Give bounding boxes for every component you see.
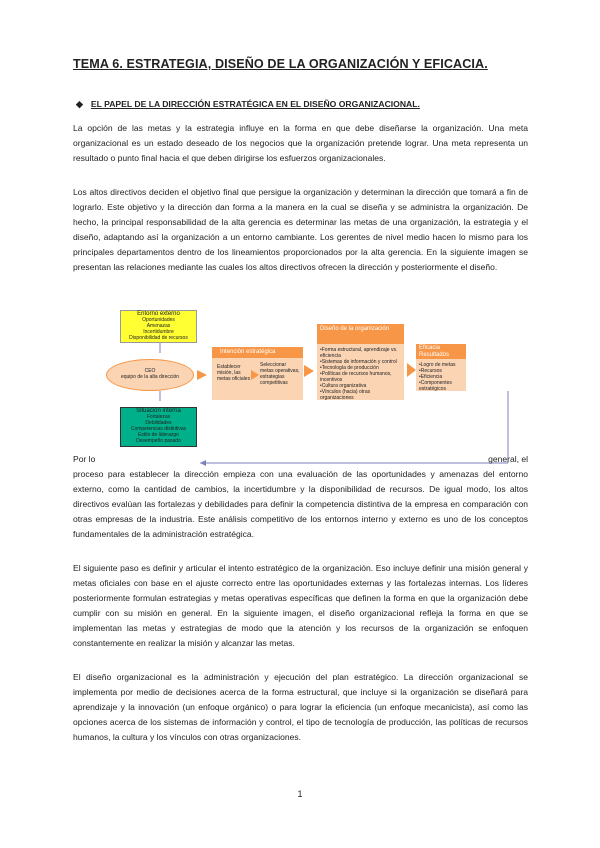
internal-environment-box	[120, 407, 197, 447]
paragraph-3-lead-end: general, el	[488, 454, 528, 464]
external-item: Disponibilidad de recursos	[129, 335, 188, 341]
arrow-ceo-intent	[197, 370, 207, 380]
strategic-intent-title: Intención estratégica	[212, 347, 303, 358]
internal-environment-title: Situación interna	[136, 408, 181, 414]
ceo-ellipse	[106, 359, 194, 391]
effectiveness-item: •Componentes estratégicos	[419, 380, 452, 392]
diamond-bullet-icon: ◆	[76, 99, 83, 109]
org-design-item: •Tecnología de producción	[320, 365, 379, 371]
paragraph-3-lead-start: Por lo	[73, 454, 96, 464]
section-heading	[76, 99, 420, 110]
section-heading-text: EL PAPEL DE LA DIRECCIÓN ESTRATÉGICA EN EL DISEÑO ORGANIZACIONAL.	[90, 99, 420, 109]
ceo-sublabel: equipo de la alta dirección	[120, 374, 180, 380]
internal-item: Debilidades	[145, 420, 172, 426]
org-design-item: •Vínculos (hacia) otras organizaciones	[320, 389, 371, 401]
effectiveness-body	[416, 359, 466, 391]
arrow-intent-design	[304, 365, 314, 377]
org-design-item: •Forma estructural, aprendizaje vs. eficiencia	[320, 347, 398, 359]
external-item: Oportunidades	[142, 317, 175, 323]
org-design-title: Diseño de la organización	[317, 324, 404, 344]
org-design-item: •Sistemas de información y control	[320, 359, 397, 365]
paragraph-4: El siguiente paso es definir y articular el intento estratégico de la organización. Eso incluye definir una misión general y metas oficiales con base en el ajuste correcto entre las oportunidades externas y las fortalezas internas. Los líderes posteriormente formulan estrategias y metas operativas específicas que definen la forma en que la organización debe cumplir con su misión en general. En la siguiente imagen, el diseño organizacional refleja la forma en que se implementan las metas y estrategias de modo que la atención y los recursos de la organización se enfoquen constantemente en realizar la misión y alcanzar las metas.	[73, 563, 528, 649]
external-environment-box	[120, 310, 197, 343]
external-item: Incertidumbre	[143, 329, 174, 335]
external-item: Amenazas	[146, 323, 171, 329]
effectiveness-item: •Eficiencia	[419, 374, 443, 380]
internal-item: Estilo de liderazgo	[138, 432, 179, 438]
internal-item: Desempeño pasado	[136, 438, 181, 444]
paragraph-1: La opción de las metas y la estrategia influye en la forma en que debe diseñarse la organización. Una meta organizacional es un estado deseado de los negocios que la organización pretende lograr. Una meta representa un resultado o punto final hacia el que deben dirigirse los esfuerzos organizacionales.	[73, 123, 528, 164]
internal-item: Competencias distintivas	[130, 426, 187, 432]
effectiveness-item: •Recursos	[419, 368, 442, 374]
paragraph-3: proceso para establecer la dirección empieza con una evaluación de las oportunidades y amenazas del entorno externo, como la cantidad de cambios, la incertidumbre y la disponibilidad de recursos. De igual modo, los altos directivos evalúan las fortalezas y debilidades para definir la competencia distintiva de la empresa en comparación con otras empresas de la industria. Este análisis competitivo de los entornos interno y externo es uno de los conceptos fundamentales de la administración estratégica.	[73, 469, 528, 540]
internal-item: Fortalezas	[146, 414, 171, 420]
small-arrow-icon	[251, 370, 259, 380]
strategic-intent-left: Establecer misión, las metas oficiales	[217, 364, 251, 382]
effectiveness-item: •Logro de metas	[419, 362, 456, 368]
ceo-label: CEO	[144, 368, 156, 374]
org-design-item: •Políticas de recursos humanos, incentivos	[320, 371, 392, 383]
strategic-intent-body	[212, 358, 303, 400]
arrow-design-effect	[407, 363, 416, 377]
org-design-body	[317, 344, 404, 400]
page-number: 1	[297, 789, 303, 799]
org-design-item: •Cultura organizativa	[320, 383, 367, 389]
external-environment-title: Entorno externo	[137, 311, 180, 317]
strategic-intent-right: Seleccionar metas operativas, estrategias competitivas	[260, 362, 300, 386]
page-title: TEMA 6. ESTRATEGIA, DISEÑO DE LA ORGANIZACIÓN Y EFICACIA.	[73, 57, 488, 71]
paragraph-2: Los altos directivos deciden el objetivo final que persigue la organización y determinan la dirección que tomará a fin de lograrlo. Este objetivo y la dirección dan forma a la manera en la cual se diseña y se administra la organización. De hecho, la principal responsabilidad de la alta gerencia es determinar las metas de una organización, la estrategia y el diseño, adaptando así la organización a un entorno cambiante. Los gerentes de nivel medio hacen lo mismo para los principales departamentos dentro de los lineamientos proporcionados por la alta gerencia. En la siguiente imagen se presentan las relaciones mediante las cuales los altos directivos ofrecen la dirección y posteriormente el diseño.	[73, 187, 528, 273]
paragraph-5: El diseño organizacional es la administración y ejecución del plan estratégico. La dirección organizacional se implementa por medio de decisiones acerca de la forma estructural, que incluye si la organización se diseñará para aprendizaje y la innovación (un enfoque orgánico) o para lograr la eficiencia (un enfoque mecanicista), así como las opciones acerca de los sistemas de información y control, el tipo de tecnología de producción, las políticas de recursos humanos, la cultura y los vínculos con otras organizaciones.	[73, 672, 528, 743]
strategy-diagram	[103, 303, 515, 471]
paragraph-3-lead	[73, 452, 528, 467]
effectiveness-title: Eficacia Resultados	[416, 344, 466, 359]
